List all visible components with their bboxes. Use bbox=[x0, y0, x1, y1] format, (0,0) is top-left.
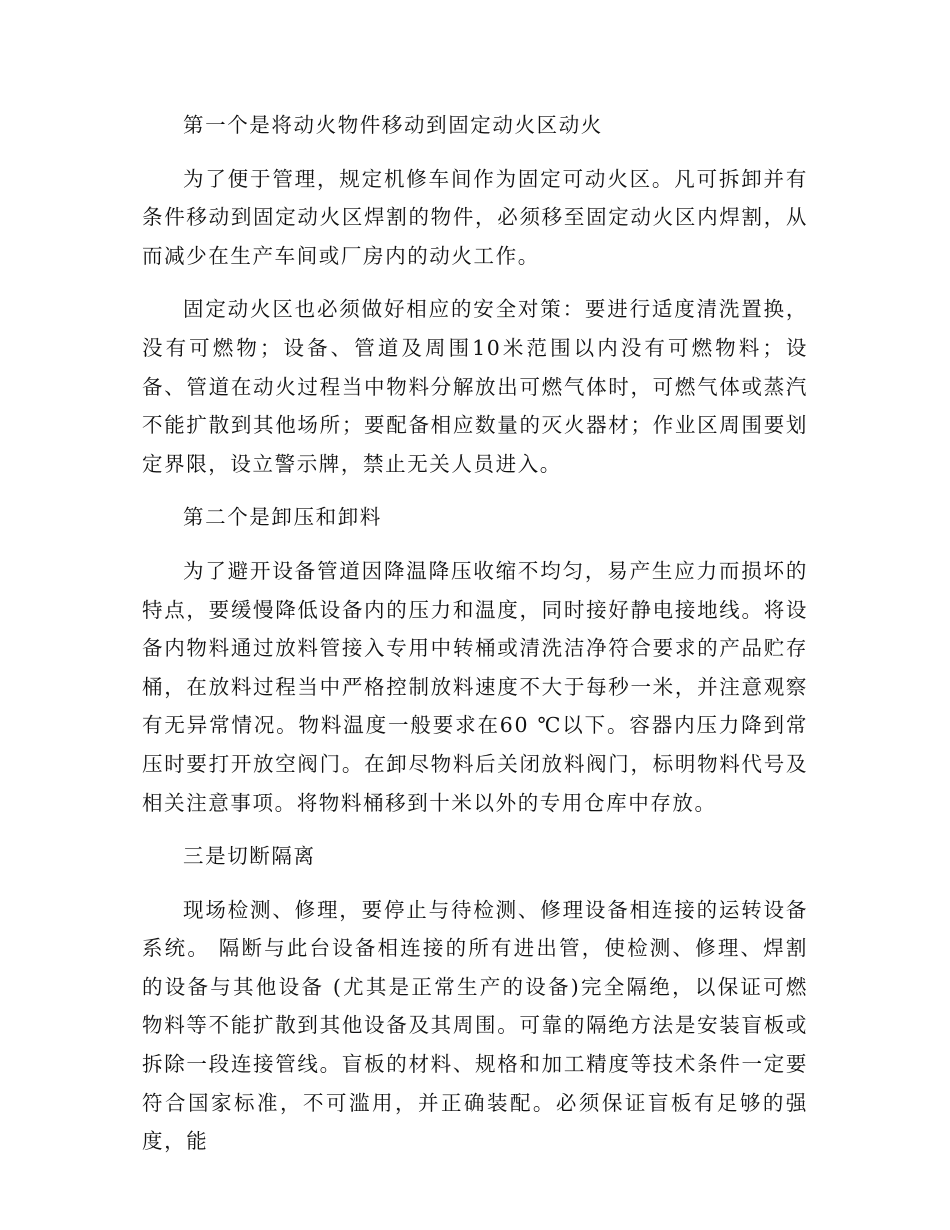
para-management-rule: 为了便于管理，规定机修车间作为固定可动火区。凡可拆卸并有条件移动到固定动火区焊割的物件，必须移至固定动火区内焊割，从而减少在生产车间或厂房内的动火工作。 bbox=[142, 166, 808, 268]
para-depressurize: 为了避开设备管道因降温降压收缩不均匀，易产生应力而损坏的特点，要缓慢降低设备内的压力和温度，同时接好静电接地线。将设备内物料通过放料管接入专用中转桶或清洗洁净符合要求的产品贮存桶，在放料过程当中严格控制放料速度不大于每秒一米，并注意观察有无异常情况。物料温度一般要求在60 ℃以下。容器内压力降到常压时要打开放空阀门。在卸尽物料后关闭放料阀门，标明物料代号及相关注意事项。将物料桶移到十米以外的专用仓库中存放。 bbox=[142, 558, 808, 815]
para-isolation: 现场检测、修理，要停止与待检测、修理设备相连接的运转设备系统。 隔断与此台设备相连接的所有进出管，使检测、修理、焊割的设备与其他设备 (尤其是正常生产的设备)完全隔绝，以保证可燃物料等不能扩散到其他设备及其周围。可靠的隔绝方法是安装盲板或拆除一段连接管线。盲板的材料、规格和加工精度等技术条件一定要符合国家标准，不可滥用，并正确装配。必须保证盲板有足够的强度，能 bbox=[142, 897, 808, 1154]
heading-first-method: 第一个是将动火物件移动到固定动火区动火 bbox=[183, 113, 603, 137]
para-safety-measures: 固定动火区也必须做好相应的安全对策：要进行适度清洗置换，没有可燃物；设备、管道及周围10米范围以内没有可燃物料；设备、管道在动火过程当中物料分解放出可燃气体时，可燃气体或蒸汽不能扩散到其他场所；要配备相应数量的灭火器材；作业区周围要划定界限，设立警示牌，禁止无关人员进入。 bbox=[142, 297, 808, 476]
heading-second-method: 第二个是卸压和卸料 bbox=[183, 505, 382, 530]
document-body bbox=[142, 106, 808, 1176]
heading-third-method: 三是切断隔离 bbox=[183, 844, 316, 869]
